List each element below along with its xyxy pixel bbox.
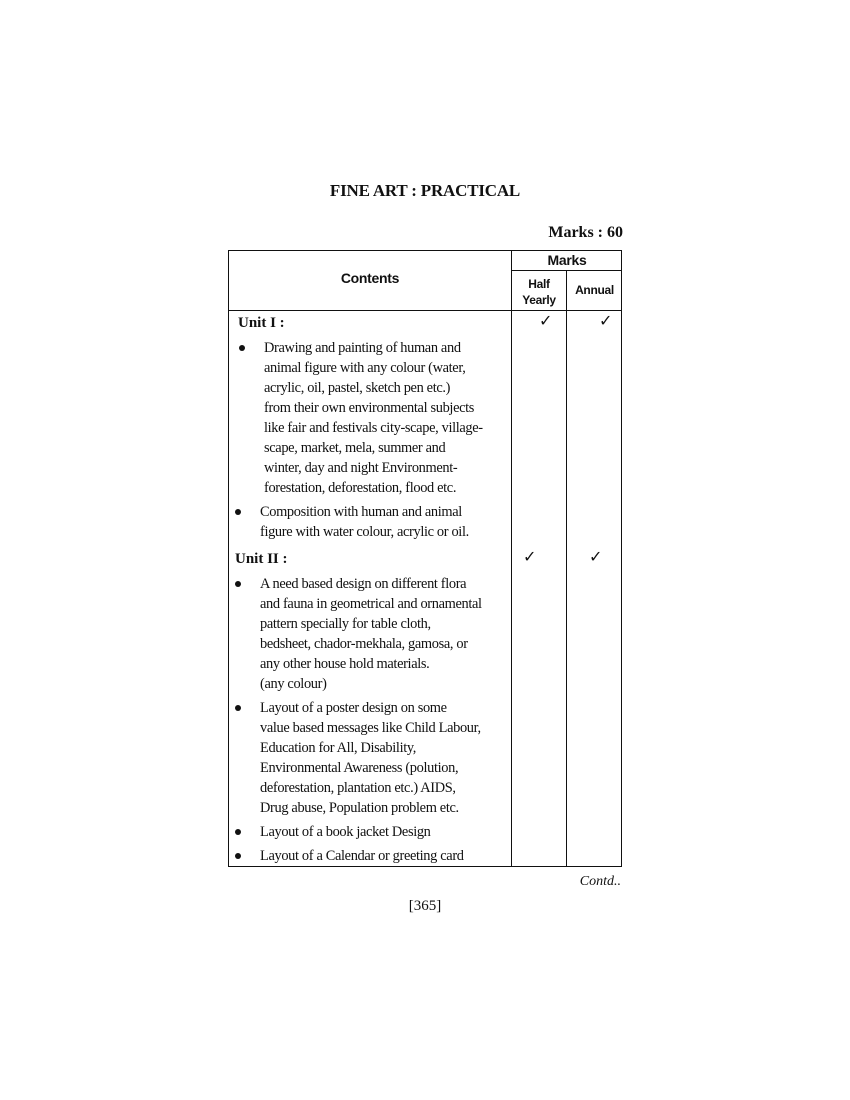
marks-header-divider [511, 270, 621, 271]
contents-header: Contents [340, 270, 400, 286]
unit-2-item-3: Layout of a book jacket Design [235, 822, 513, 842]
unit-2-label: Unit II : [235, 551, 288, 567]
bullet-icon [235, 581, 241, 587]
half-yearly-header: Half Yearly [522, 277, 556, 307]
unit-2-item-4: Layout of a Calendar or greeting card [235, 846, 513, 866]
unit-2-item-2: Layout of a poster design on some value based messages like Child Labour, Education for All, Disability, Environmental Awareness (polution, deforestation, plantation etc.) AIDS, Drug abuse, Population problem etc. [235, 698, 513, 818]
unit-2-half-yearly-check: ✓ [523, 547, 537, 566]
bullet-icon [235, 853, 241, 859]
bullet-icon [239, 345, 245, 351]
page-number: [365] [408, 898, 442, 914]
unit-1-annual-check: ✓ [599, 311, 613, 330]
page-title: FINE ART : PRACTICAL [329, 181, 521, 200]
bullet-icon [235, 829, 241, 835]
bullet-icon [235, 509, 241, 515]
annual-header: Annual [575, 283, 614, 297]
unit-2-item-1: A need based design on different flora and fauna in geometrical and ornamental pattern specially for table cloth, bedsheet, chador-mekhala, gamosa, or any other house hold materials. (any colour) [235, 574, 513, 694]
unit-1-item-1: Drawing and painting of human and animal figure with any colour (water, acrylic, oil, pastel, sketch pen etc.) from their own environmental subjects like fair and festivals city-scape, village- scape, market, mela, summer and winter, day and night Environment- forestation, deforestation, flood etc. [239, 338, 517, 498]
bullet-icon [235, 705, 241, 711]
header-bottom-border [229, 310, 621, 311]
unit-2-annual-check: ✓ [589, 547, 603, 566]
continued-note: Contd.. [579, 874, 621, 889]
unit-1-half-yearly-check: ✓ [539, 311, 553, 330]
unit-1-item-2: Composition with human and animal figure with water colour, acrylic or oil. [235, 502, 513, 542]
column-divider-marks [566, 271, 567, 866]
unit-1-label: Unit I : [238, 315, 285, 331]
syllabus-table [228, 250, 622, 867]
marks-header: Marks [547, 252, 587, 268]
total-marks: Marks : 60 [548, 224, 623, 241]
